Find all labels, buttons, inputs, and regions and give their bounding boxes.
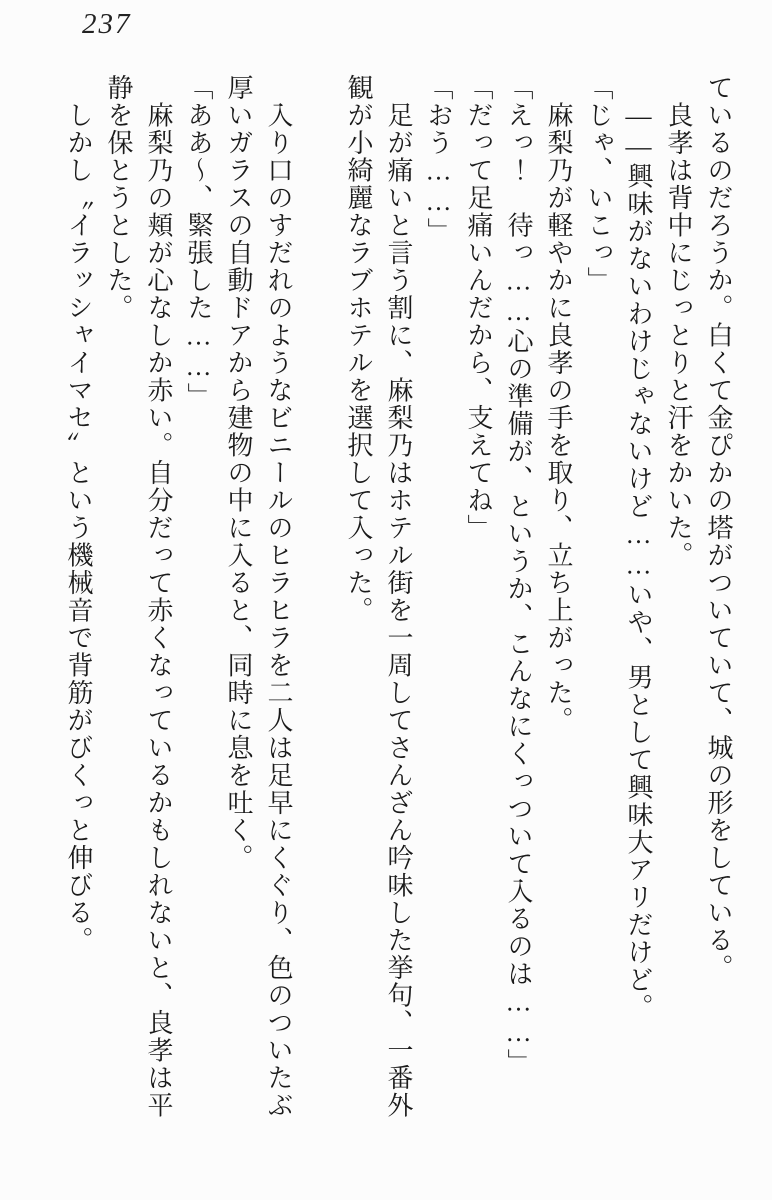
- text-line: 「じゃ、いこっ」: [584, 74, 613, 294]
- text-columns: [58, 74, 738, 1122]
- paragraph-break: [298, 74, 338, 1122]
- text-line: ているのだろうか。白くて金ぴかの塔がついていて、城の形をしている。: [704, 74, 733, 982]
- text-line: 麻梨乃が軽やかに良孝の手を取り、立ち上がった。: [544, 74, 573, 734]
- text-line: 「だって足痛いんだから、支えてね」: [464, 74, 493, 542]
- text-line: ――興味がないわけじゃないけど……いや、男として興味大アリだけど。: [624, 74, 653, 1021]
- text-line: 入り口のすだれのようなビニールのヒラヒラを二人は足早にくぐり、色のついたぶ: [264, 74, 293, 1119]
- text-line: 観が小綺麗なラブホテルを選択して入った。: [344, 74, 373, 624]
- text-line: 「えっ！ 待っ……心の準備が、というか、こんなにくっついて入るのは……」: [504, 74, 533, 1076]
- text-line: 麻梨乃の頬が心なしか赤い。自分だって赤くなっているかもしれないと、良孝は平: [144, 74, 173, 1119]
- text-line: しかし〝イラッシャイマセ〟という機械音で背筋がびくっと伸びる。: [64, 74, 93, 954]
- text-line: 「ああ～、緊張した……」: [184, 74, 213, 410]
- text-line: 良孝は背中にじっとりと汗をかいた。: [664, 74, 693, 569]
- text-line: 「おう……」: [424, 74, 453, 245]
- page-number: 237: [82, 8, 132, 40]
- text-line: 足が痛いと言う割に、麻梨乃はホテル街を一周してさんざん吟味した挙句、一番外: [384, 74, 413, 1119]
- text-line: 静を保とうとした。: [104, 74, 133, 322]
- text-line: 厚いガラスの自動ドアから建物の中に入ると、同時に息を吐く。: [224, 74, 253, 872]
